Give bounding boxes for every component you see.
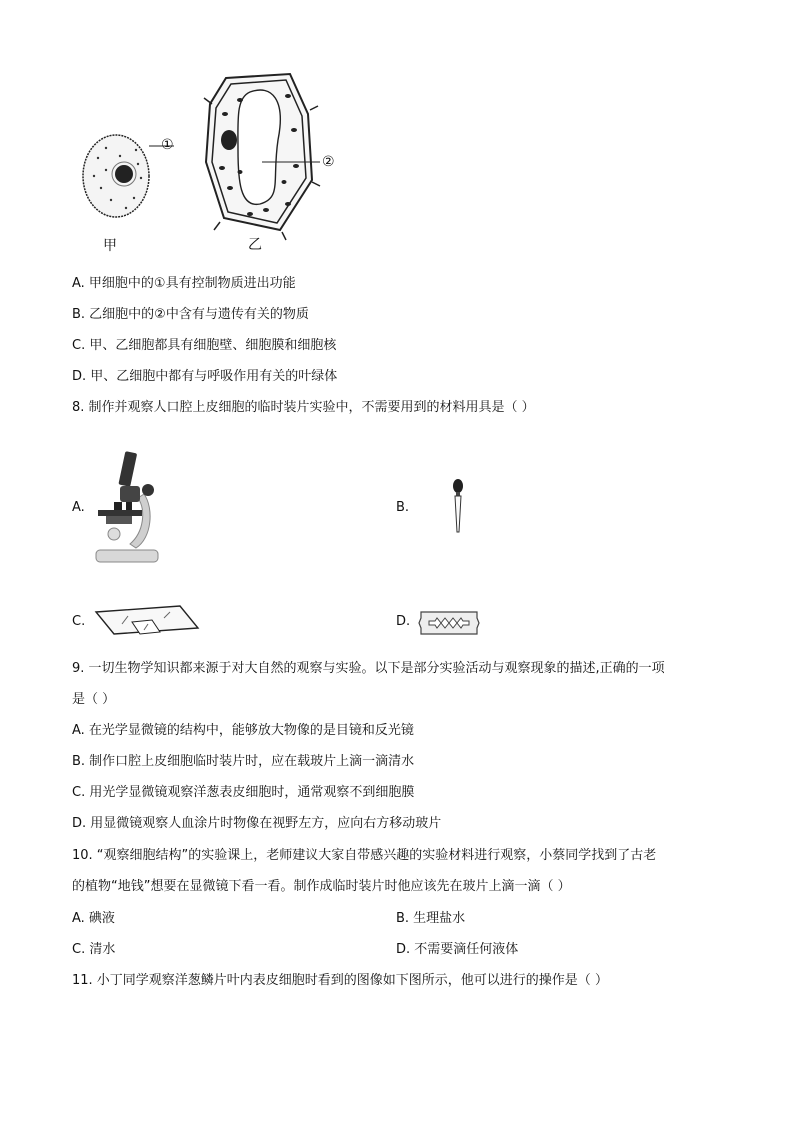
- q9-option-b: B. 制作口腔上皮细胞临时装片时，应在载玻片上滴一滴清水: [72, 754, 415, 769]
- slide-icon: [94, 604, 200, 636]
- q11-stem: 11. 小丁同学观察洋葱鳞片叶内表皮细胞时看到的图像如下图所示，他可以进行的操作是（ ）: [72, 973, 608, 988]
- q8-option-b-label: B.: [396, 500, 410, 515]
- q10-option-c: C. 清水: [72, 942, 116, 957]
- cell-figure: [60, 60, 360, 260]
- q9-stem-line2: 是（ ）: [72, 692, 116, 707]
- q10-stem-line2: 的植物“地钱”想要在显微镜下看一看。制作成临时装片时他应该先在玻片上滴一滴（ ）: [72, 879, 571, 894]
- q7-option-d: D. 甲、乙细胞中都有与呼吸作用有关的叶绿体: [72, 369, 338, 384]
- label-jia: 甲: [103, 238, 117, 254]
- q9-option-d: D. 用显微镜观察人血涂片时物像在视野左方，应向右方移动玻片: [72, 816, 442, 831]
- q10-option-a: A. 碘液: [72, 911, 115, 926]
- q8-option-a-label: A.: [72, 500, 85, 515]
- marker-1: ①: [161, 137, 174, 153]
- microscope-icon: [92, 448, 172, 566]
- q10-stem-line1: 10. “观察细胞结构”的实验课上，老师建议大家自带感兴趣的实验材料进行观察，小蔡同学找到了古老: [72, 848, 657, 863]
- q8-option-d-label: D.: [396, 614, 411, 629]
- marker-2: ②: [322, 154, 335, 170]
- q9-option-c: C. 用光学显微镜观察洋葱表皮细胞时，通常观察不到细胞膜: [72, 785, 415, 800]
- label-yi: 乙: [248, 237, 262, 253]
- razor-blade-icon: [417, 610, 481, 636]
- q7-option-c: C. 甲、乙细胞都具有细胞壁、细胞膜和细胞核: [72, 338, 337, 353]
- plant-cell-icon: [200, 70, 320, 240]
- q7-option-b: B. 乙细胞中的②中含有与遗传有关的物质: [72, 307, 309, 322]
- q9-stem-line1: 9. 一切生物学知识都来源于对大自然的观察与实验。以下是部分实验活动与观察现象的描述,正确的一项: [72, 661, 665, 676]
- q8-option-c-label: C.: [72, 614, 86, 629]
- dropper-icon: [448, 478, 468, 534]
- q10-option-d: D. 不需要滴任何液体: [396, 942, 519, 957]
- q8-stem: 8. 制作并观察人口腔上皮细胞的临时装片实验中，不需要用到的材料用具是（ ）: [72, 400, 535, 415]
- q10-option-b: B. 生理盐水: [396, 911, 466, 926]
- q9-option-a: A. 在光学显微镜的结构中，能够放大物像的是目镜和反光镜: [72, 723, 414, 738]
- q7-option-a: A. 甲细胞中的①具有控制物质进出功能: [72, 276, 296, 291]
